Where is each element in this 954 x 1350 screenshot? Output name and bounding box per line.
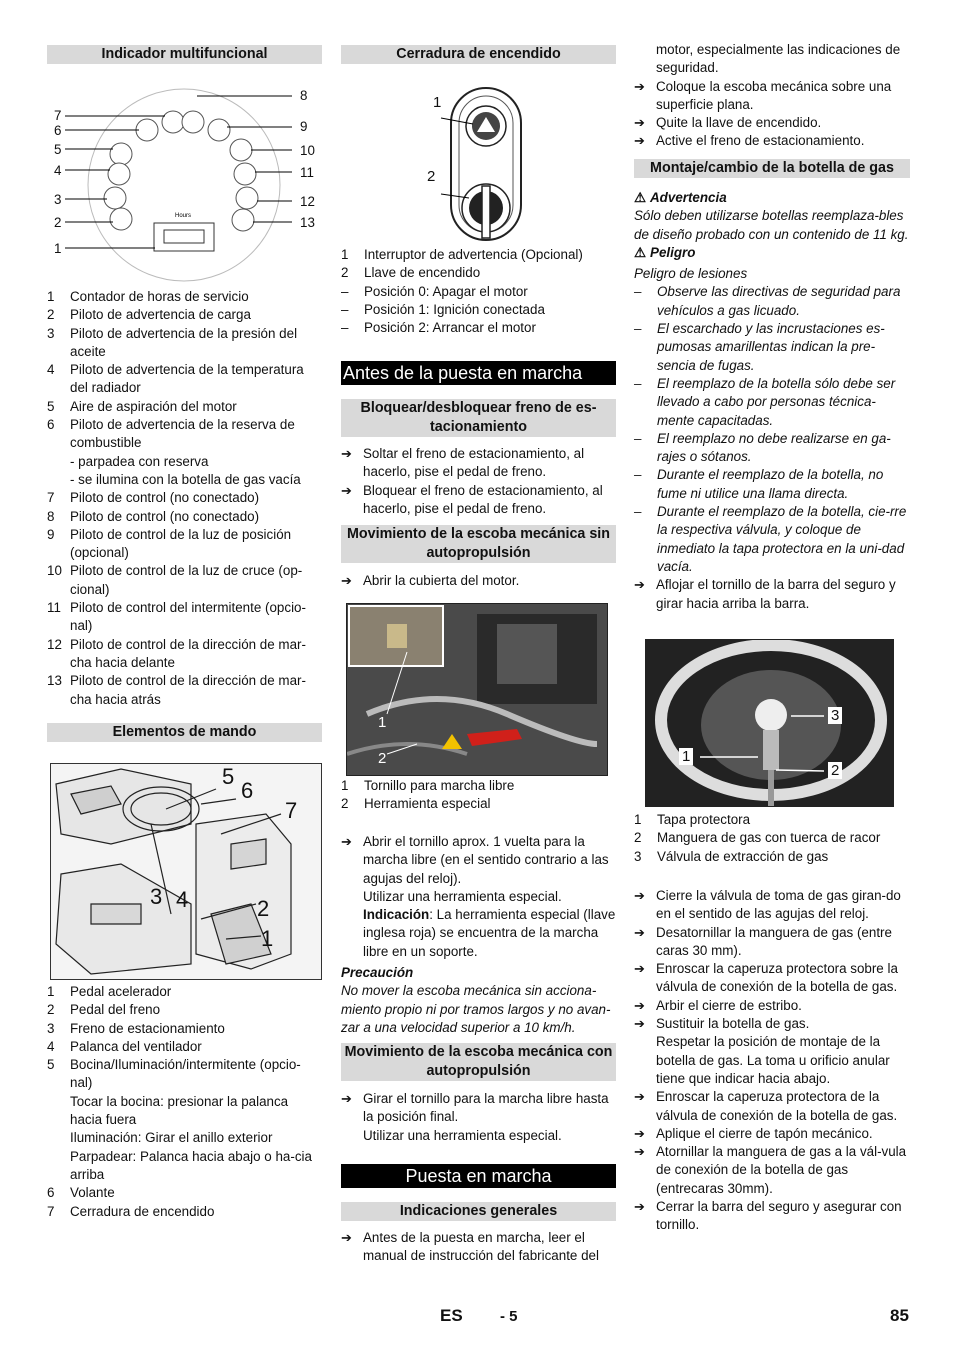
self-propelled-steps [341,1090,616,1145]
list-item: 13 Piloto de control de la dirección de mar-cha hacia atrás [47,673,306,707]
label-13: 13 [300,215,315,230]
label-5: 5 [222,764,235,789]
note-text: Respetar la posición de montaje de la botella de gas. La toma u orificio anular tiene que indicar hacia abajo. [656,1034,890,1086]
list-item: 2 Pedal del freno [47,1002,161,1018]
footer-page-number: 85 [890,1306,909,1325]
list-item: 3 Freno de estacionamiento [47,1020,225,1036]
list-item: 8 Piloto de control (no conectado) [47,508,260,524]
multifunction-indicator-figure [47,82,322,282]
brake-steps [341,445,616,518]
label-1: 1 [378,714,387,731]
advertencia-text: Sólo deben utilizarse botellas reemplaza-bles de diseño probado con un contenido de 11 kg. [634,208,909,242]
label-2: 2 [427,168,436,185]
list-subitem: Parpadear: Palanca hacia abajo o ha-cia arriba [70,1148,312,1182]
svg-text:Hours: Hours [175,213,192,219]
list-item: ➔ Atornillar la manguera de gas a la vál-vula de conexión de la botella de gas (entrecaras 30mm). [634,1144,907,1196]
label-2: 2 [828,762,842,779]
label-7: 7 [54,108,62,123]
label-1: 1 [54,241,62,256]
indication-note: Indicación: La herramienta especial (llave inglesa roja) se encuentra de la marcha libre en un soporte. [363,907,616,959]
label-7: 7 [285,798,298,823]
list-item: ➔ Abrir la cubierta del motor. [341,572,616,590]
list-item: 3 Piloto de advertencia de la presión del aceite [47,325,298,359]
list-item: – Posición 1: Ignición conectada [341,301,545,317]
label-3: 3 [828,707,842,724]
label-10: 10 [300,143,315,158]
gas-steps [634,887,910,1235]
list-item: ➔ Enroscar la caperuza protectora de la válvula de conexión de la botella de gas. [634,1089,898,1123]
engine-legend [341,777,616,814]
right-arrow-icon: ➔ [634,1016,645,1032]
right-arrow-icon: ➔ [634,1089,645,1105]
list-subitem: - parpadea con reserva [70,453,209,469]
list-item: 6 Volante [47,1185,115,1201]
warning-triangle-icon: ⚠ [634,190,647,205]
section-heading-indicador: Indicador multifuncional [47,45,322,64]
right-arrow-icon: ➔ [341,573,352,588]
list-item: ➔ Coloque la escoba mecánica sobre una superficie plana. [634,78,892,112]
list-item: – El escarchado y las incrustaciones es-pumosas amarillentas indican la pre-sencia de fugas. [634,321,885,373]
list-item: 2 Piloto de advertencia de carga [47,307,251,323]
caution-title: Precaución [341,965,414,980]
note-text: Utilizar una herramienta especial. [363,888,562,904]
list-subitem: - se ilumina con la botella de gas vacía [70,471,301,487]
list-item: 5 Aire de aspiración del motor [47,398,237,414]
gas-legend [634,811,910,866]
list-item: ➔ Aplique el cierre de tapón mecánico. [634,1125,910,1143]
peligro-text: Peligro de lesiones [634,266,748,282]
right-arrow-icon: ➔ [634,1125,645,1141]
list-item: 11 Piloto de control del intermitente (opcio-nal) [47,600,306,634]
right-arrow-icon: ➔ [634,78,645,94]
list-subitem: Iluminación: Girar el anillo exterior [70,1130,273,1146]
list-item: 12 Piloto de control de la dirección de mar-cha hacia delante [47,636,306,670]
list-item: 2 Manguera de gas con tuerca de racor [634,830,881,846]
list-item: – Observe las directivas de seguridad para vehículos a gas licuado. [634,284,901,318]
label-5: 5 [54,142,62,157]
section-heading-indicaciones: Indicaciones generales [341,1202,616,1221]
section-heading-montaje: Montaje/cambio de la botella de gas [634,159,910,178]
right-arrow-icon: ➔ [634,924,645,940]
list-item: ➔ Cerrar la barra del seguro y asegurar con tornillo. [634,1199,902,1233]
label-3: 3 [54,192,62,207]
list-item: ➔ Bloquear el freno de estacionamiento, al hacerlo, pise el pedal de freno. [341,482,603,516]
footer-language: ES [440,1306,463,1325]
footer-page-small: - 5 [500,1308,518,1325]
section-heading-elementos: Elementos de mando [47,723,322,742]
right-arrow-icon: ➔ [341,1230,352,1245]
peligro-title: ⚠ Peligro [634,244,910,262]
list-item: ➔ Abrir el tornillo aprox. 1 vuelta para la marcha libre (en el sentido contrario a las agujas del reloj). [341,834,609,886]
list-item: 5 Bocina/Iluminación/intermitente (opcio-nal) [47,1057,301,1091]
label-1: 1 [261,926,274,951]
list-item: 6 Piloto de advertencia de la reserva de combustible [47,417,295,451]
list-item: – Posición 0: Apagar el motor [341,283,528,299]
section-heading-mov-con: Movimiento de la escoba mecánica con autopropulsión [341,1043,616,1081]
list-item: ➔ Soltar el freno de estacionamiento, al hacerlo, pise el pedal de freno. [341,446,585,480]
label-1: 1 [433,94,442,111]
list-item: ➔ Enroscar la caperuza protectora sobre la válvula de conexión de la botella de gas. [634,961,898,995]
label-2: 2 [54,215,62,230]
section-heading-cerradura: Cerradura de encendido [341,45,616,64]
list-item: ➔ Cierre la válvula de toma de gas giran-do en el sentido de las agujas del reloj. [634,888,901,922]
list-item: – Durante el reemplazo de la botella, cie-rre la respectiva válvula, y coloque de inmediato la tapa protectora en la uni-dad vacía. [634,504,907,574]
label-4: 4 [54,163,62,178]
list-item: ➔ Sustituir la botella de gas. [634,1015,910,1033]
continued-steps [634,41,910,151]
list-item: – Durante el reemplazo de la botella, no fume ni utilice una llama directa. [634,467,884,501]
list-item: 10 Piloto de control de la luz de cruce (op-cional) [47,563,303,597]
list-item: 7 Piloto de control (no conectado) [47,490,260,506]
list-item: 9 Piloto de control de la luz de posición (opcional) [47,526,292,561]
label-2: 2 [378,750,387,767]
list-item: 1 Tapa protectora [634,812,751,827]
list-item: 1 Tornillo para marcha libre [341,778,515,793]
list-item: 2 Herramienta especial [341,796,491,812]
label-3: 3 [150,884,163,909]
label-4: 4 [176,887,189,912]
label-9: 9 [300,119,308,134]
right-arrow-icon: ➔ [341,446,352,461]
list-item: 4 Palanca del ventilador [47,1038,202,1054]
label-2: 2 [257,896,270,921]
list-item: ➔ Active el freno de estacionamiento. [634,132,910,150]
list-item: ➔ Quite la llave de encendido. [634,114,910,132]
list-item: – Posición 2: Arrancar el motor [341,320,536,336]
list-item: 7 Cerradura de encendido [47,1203,215,1219]
right-arrow-icon: ➔ [341,834,352,849]
chapter-heading-antes: Antes de la puesta en marcha [341,361,616,385]
list-item: 2 Llave de encendido [341,265,481,281]
list-item: 3 Válvula de extracción de gas [634,848,829,864]
list-subitem: Tocar la bocina: presionar la palanca hacia fuera [70,1093,289,1128]
right-arrow-icon: ➔ [341,482,352,498]
caution-text: No mover la escoba mecánica sin acciona-miento propio ni por tramos largos y no avan-zar a una velocidad superior a 10 km/h. [341,983,611,1035]
section-heading-mov-sin: Movimiento de la escoba mecánica sin autopropulsión [341,525,616,563]
list-item: ➔ Arbir el cierre de estribo. [634,997,910,1015]
gas-bottle-figure [645,639,894,807]
label-1: 1 [679,748,693,765]
list-item: ➔ Girar el tornillo para la marcha libre hasta la posición final. [341,1091,609,1125]
warning-triangle-icon: ⚠ [634,244,647,260]
right-arrow-icon: ➔ [634,115,645,131]
list-item: – El reemplazo de la botella sólo debe ser llevado a cabo por personas técnica-mente capacitadas. [634,375,896,428]
ignition-lock-figure [421,84,531,244]
chapter-heading-puesta: Puesta en marcha [341,1164,616,1188]
indicator-legend [47,288,322,709]
continued-text: motor, especialmente las indicaciones de seguridad. [656,42,901,76]
right-arrow-icon: ➔ [634,577,645,593]
label-8: 8 [300,88,308,103]
engine-figure [346,603,608,776]
free-wheel-steps [341,833,616,961]
list-item: – El reemplazo no debe realizarse en ga-rajes o sótanos. [634,430,891,465]
list-item: 1 Contador de horas de servicio [47,289,249,304]
right-arrow-icon: ➔ [634,133,645,149]
right-arrow-icon: ➔ [634,1199,645,1215]
caution-block [341,964,616,1037]
right-arrow-icon: ➔ [341,1091,352,1106]
right-arrow-icon: ➔ [634,1144,645,1160]
label-11: 11 [300,165,314,180]
right-arrow-icon: ➔ [634,997,645,1013]
list-item: ➔ Antes de la puesta en marcha, leer el manual de instrucción del fabricante del [341,1230,599,1264]
warnings-block [634,189,910,613]
right-arrow-icon: ➔ [634,888,645,903]
label-12: 12 [300,194,315,209]
controls-legend [47,983,322,1221]
label-6: 6 [241,778,254,803]
note-text: Utilizar una herramienta especial. [363,1127,562,1143]
right-arrow-icon: ➔ [634,961,645,977]
list-item: 1 Pedal acelerador [47,984,172,999]
advertencia-title: ⚠ Advertencia [634,189,910,207]
list-item: ➔ Desatornillar la manguera de gas (entre caras 30 mm). [634,924,892,958]
section-heading-bloquear: Bloquear/desbloquear freno de es-tacionamiento [341,399,616,437]
controls-figure [50,763,322,980]
list-item: ➔ Aflojar el tornillo de la barra del seguro y girar hacia arriba la barra. [634,577,896,611]
list-item: 1 Interruptor de advertencia (Opcional) [341,247,583,262]
label-6: 6 [54,123,62,138]
ignition-legend [341,246,616,337]
list-item: 4 Piloto de advertencia de la temperatura del radiador [47,362,304,396]
